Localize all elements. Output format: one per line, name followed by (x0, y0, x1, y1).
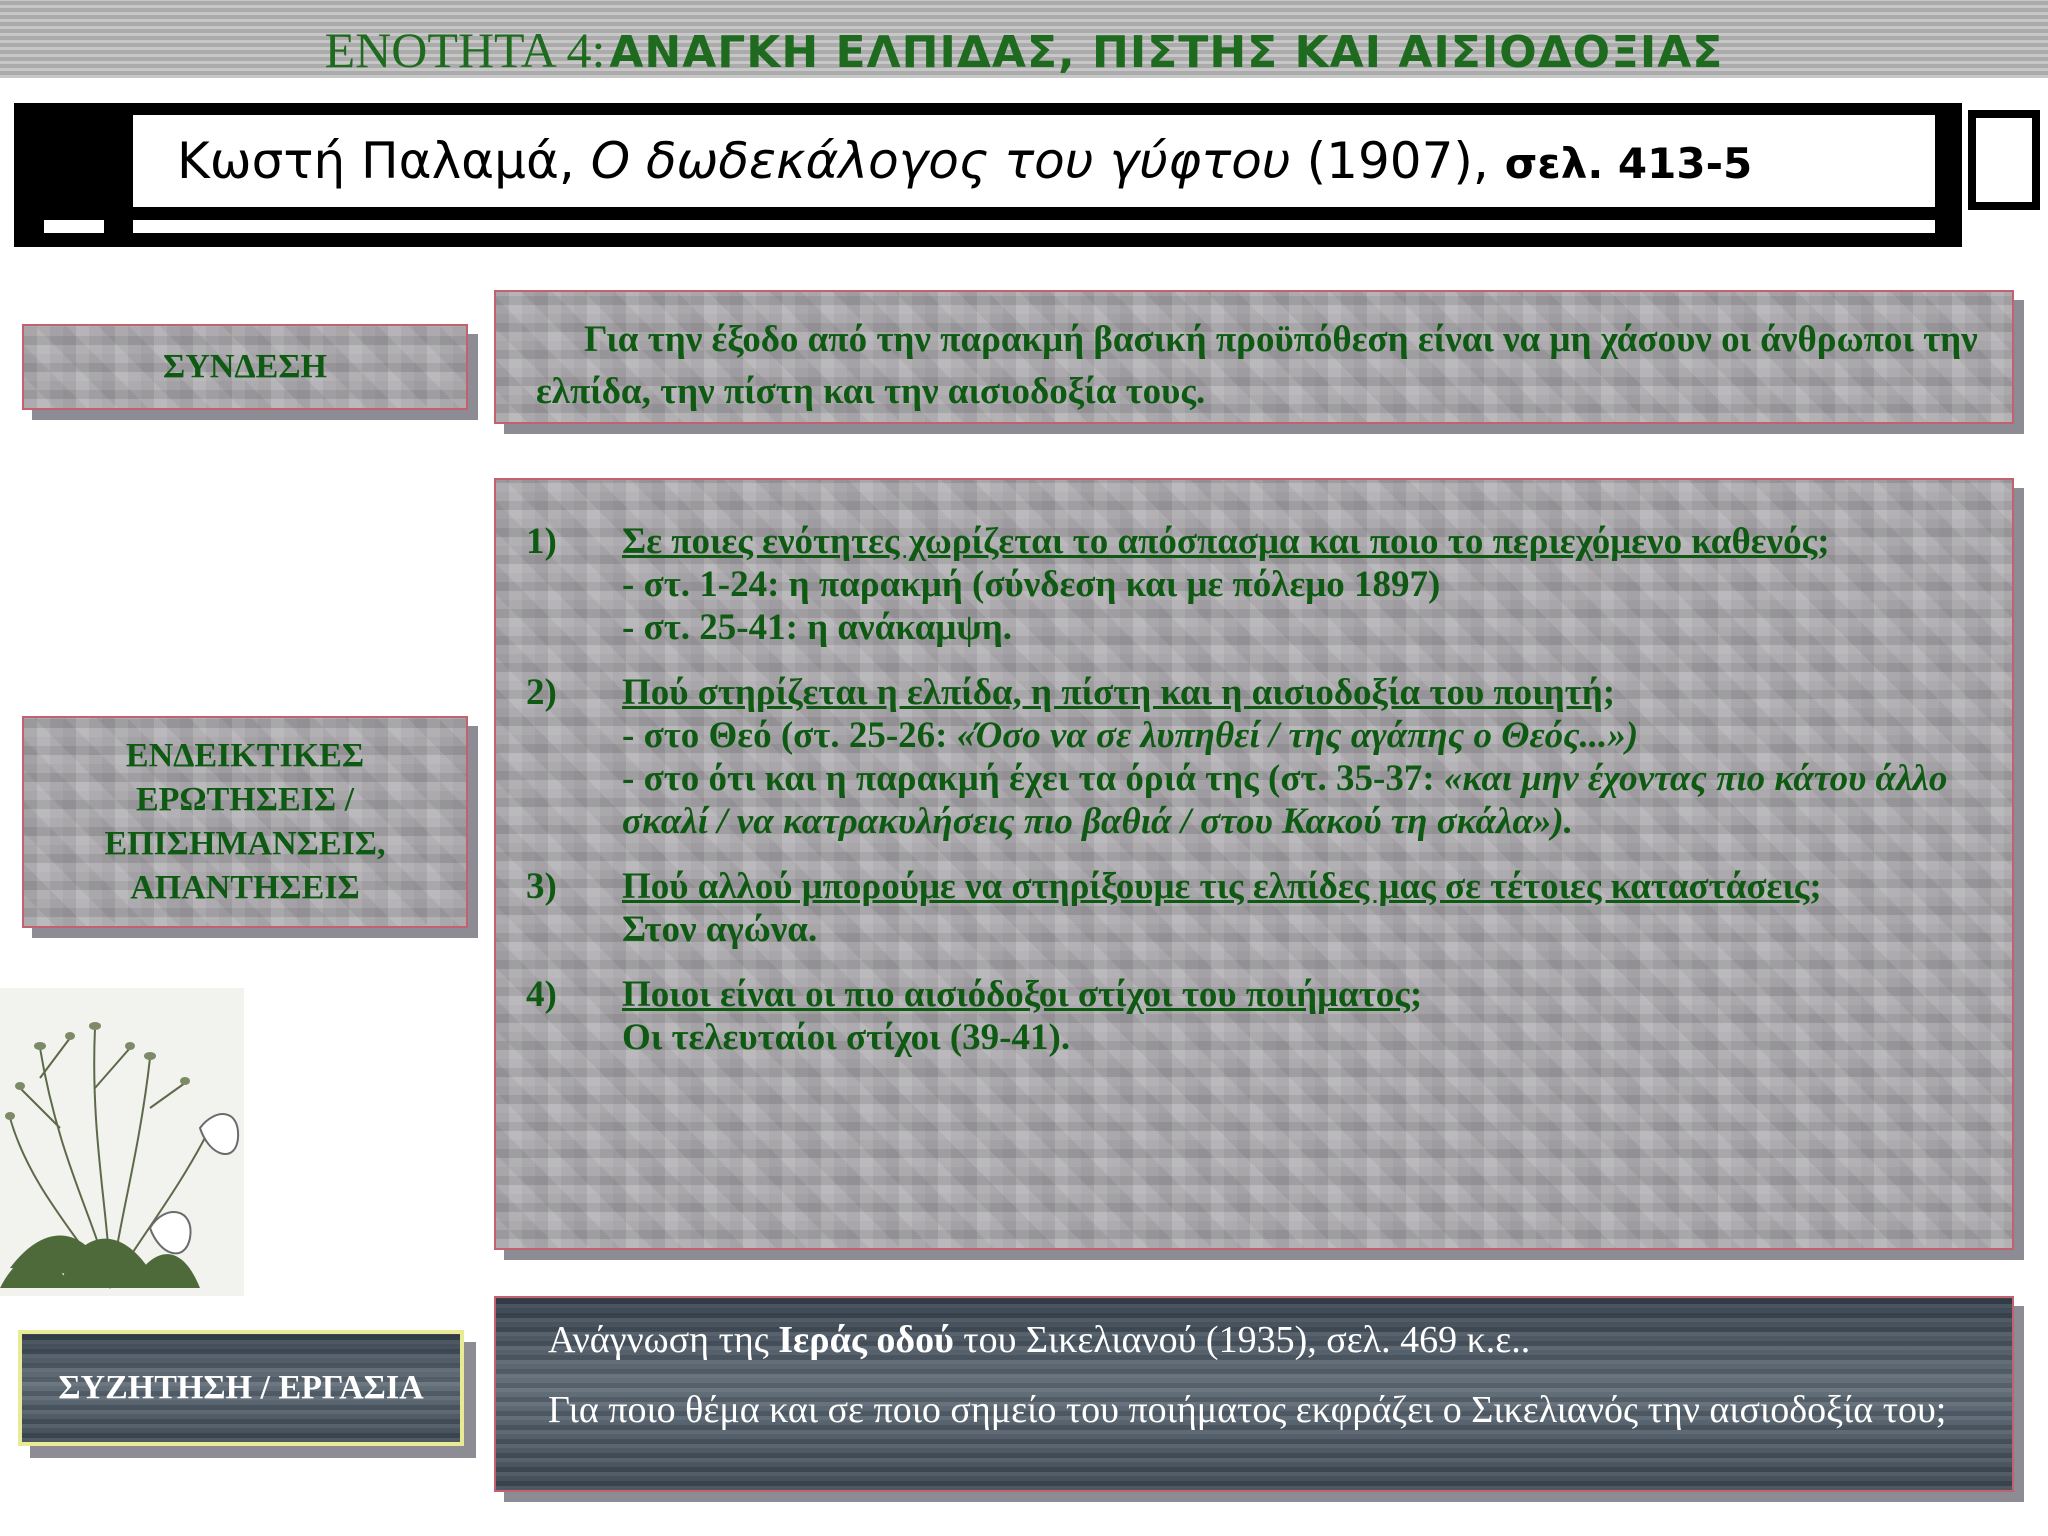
answer-text: - στο ότι και η παρακμή έχει τα όριά της (στ. 35-37: (622, 758, 1444, 799)
heading-pages: σελ. 413-5 (1504, 139, 1753, 188)
poem-heading (133, 115, 1935, 207)
question-text: Πού αλλού μπορούμε να στηρίξουμε τις ελπίδες μας σε τέτοιες καταστάσεις (622, 866, 1810, 907)
question-mark: ; (1602, 672, 1616, 713)
question-number: 3) (526, 866, 557, 907)
connection-text-box (494, 290, 2014, 424)
discussion-bold-text: Ιεράς οδού (778, 1319, 954, 1361)
connection-label (22, 324, 468, 410)
discussion-paragraph (518, 1384, 1984, 1436)
plant-illustration (0, 988, 244, 1296)
discussion-label (18, 1330, 464, 1446)
heading-work: Ο δωδεκάλογος του γύφτου (590, 132, 1291, 190)
unit-title: ΑΝΑΓΚΗ ΕΛΠΙΔΑΣ, ΠΙΣΤΗΣ ΚΑΙ ΑΙΣΙΟΔΟΞΙΑΣ (609, 27, 1724, 78)
heading-frame-stripe (133, 220, 1935, 233)
questions-box (494, 478, 2014, 1250)
discussion-text: Ανάγνωση της (548, 1319, 779, 1361)
questions-label-text: ΕΝΔΕΙΚΤΙΚΕΣ ΕΡΩΤΗΣΕΙΣ / ΕΠΙΣΗΜΑΝΣΕΙΣ, ΑΠΑΝΤΗΣΕΙΣ (104, 737, 386, 906)
heading-frame-tab (44, 220, 104, 233)
answer-line: - στ. 1-24: η παρακμή (σύνδεση και με πόλεμο 1897) (622, 564, 1441, 605)
answer-quote: «και μην έχοντας πιο κάτου άλλο σκαλί / να κατρακυλήσεις πιο βαθιά / στου Κακού τη σκάλα»). (622, 758, 1948, 842)
answer-text: - στο Θεό (στ. 25-26: (622, 715, 957, 756)
discussion-text: του Σικελιανού (1935), σελ. 469 κ.ε.. (953, 1319, 1531, 1361)
heading-author: Κωστή Παλαμά, (177, 132, 575, 190)
answer-line: Οι τελευταίοι στίχοι (39-41). (622, 1017, 1071, 1058)
question-number: 2) (526, 672, 557, 713)
question-item (518, 671, 1982, 843)
unit-prefix: ΕΝΟΤΗΤΑ 4: (324, 22, 606, 78)
question-mark: ; (1817, 521, 1830, 562)
question-text: Σε ποιες ενότητες χωρίζεται το απόσπασμα και ποιο το περιεχόμενο καθενός (622, 521, 1818, 562)
heading-year: (1907), (1306, 132, 1489, 190)
question-item (518, 520, 1982, 649)
discussion-text: Για ποιο θέμα και σε ποιο σημείο του ποιήματος εκφράζει ο Σικελιανός την αισιοδοξία του; (548, 1389, 1947, 1431)
question-text: Ποιοι είναι οι πιο αισιόδοξοι στίχοι του ποιήματος (622, 974, 1410, 1015)
discussion-paragraph (518, 1314, 1984, 1366)
plant-icon (0, 988, 244, 1296)
question-number: 4) (526, 974, 557, 1015)
answer-quote: «Όσο να σε λυπηθεί / της αγάπης ο Θεός...») (956, 715, 1639, 756)
connection-label-text: ΣΥΝΔΕΣΗ (162, 348, 327, 385)
question-mark: ; (1809, 866, 1822, 907)
answer-line: Στον αγώνα. (622, 909, 818, 950)
question-text: Πού στηρίζεται η ελπίδα, η πίστη και η αισιοδοξία του ποιητή (622, 672, 1603, 713)
heading-frame-right-panel (1968, 110, 2040, 210)
question-number: 1) (526, 521, 557, 562)
answer-line: - στ. 25-41: η ανάκαμψη. (622, 607, 1013, 648)
discussion-label-text: ΣΥΖΗΤΗΣΗ / ΕΡΓΑΣΙΑ (58, 1369, 424, 1406)
question-item (518, 865, 1982, 951)
questions-label (22, 716, 468, 928)
question-item (518, 973, 1982, 1059)
connection-text: Για την έξοδο από την παρακμή βασική προϋπόθεση είναι να μη χάσουν οι άνθρωποι την ελπίδα, την πίστη και την αισιοδοξία τους. (536, 319, 1978, 412)
unit-title-band (0, 0, 2048, 78)
discussion-box (494, 1296, 2014, 1492)
question-mark: ; (1409, 974, 1423, 1015)
